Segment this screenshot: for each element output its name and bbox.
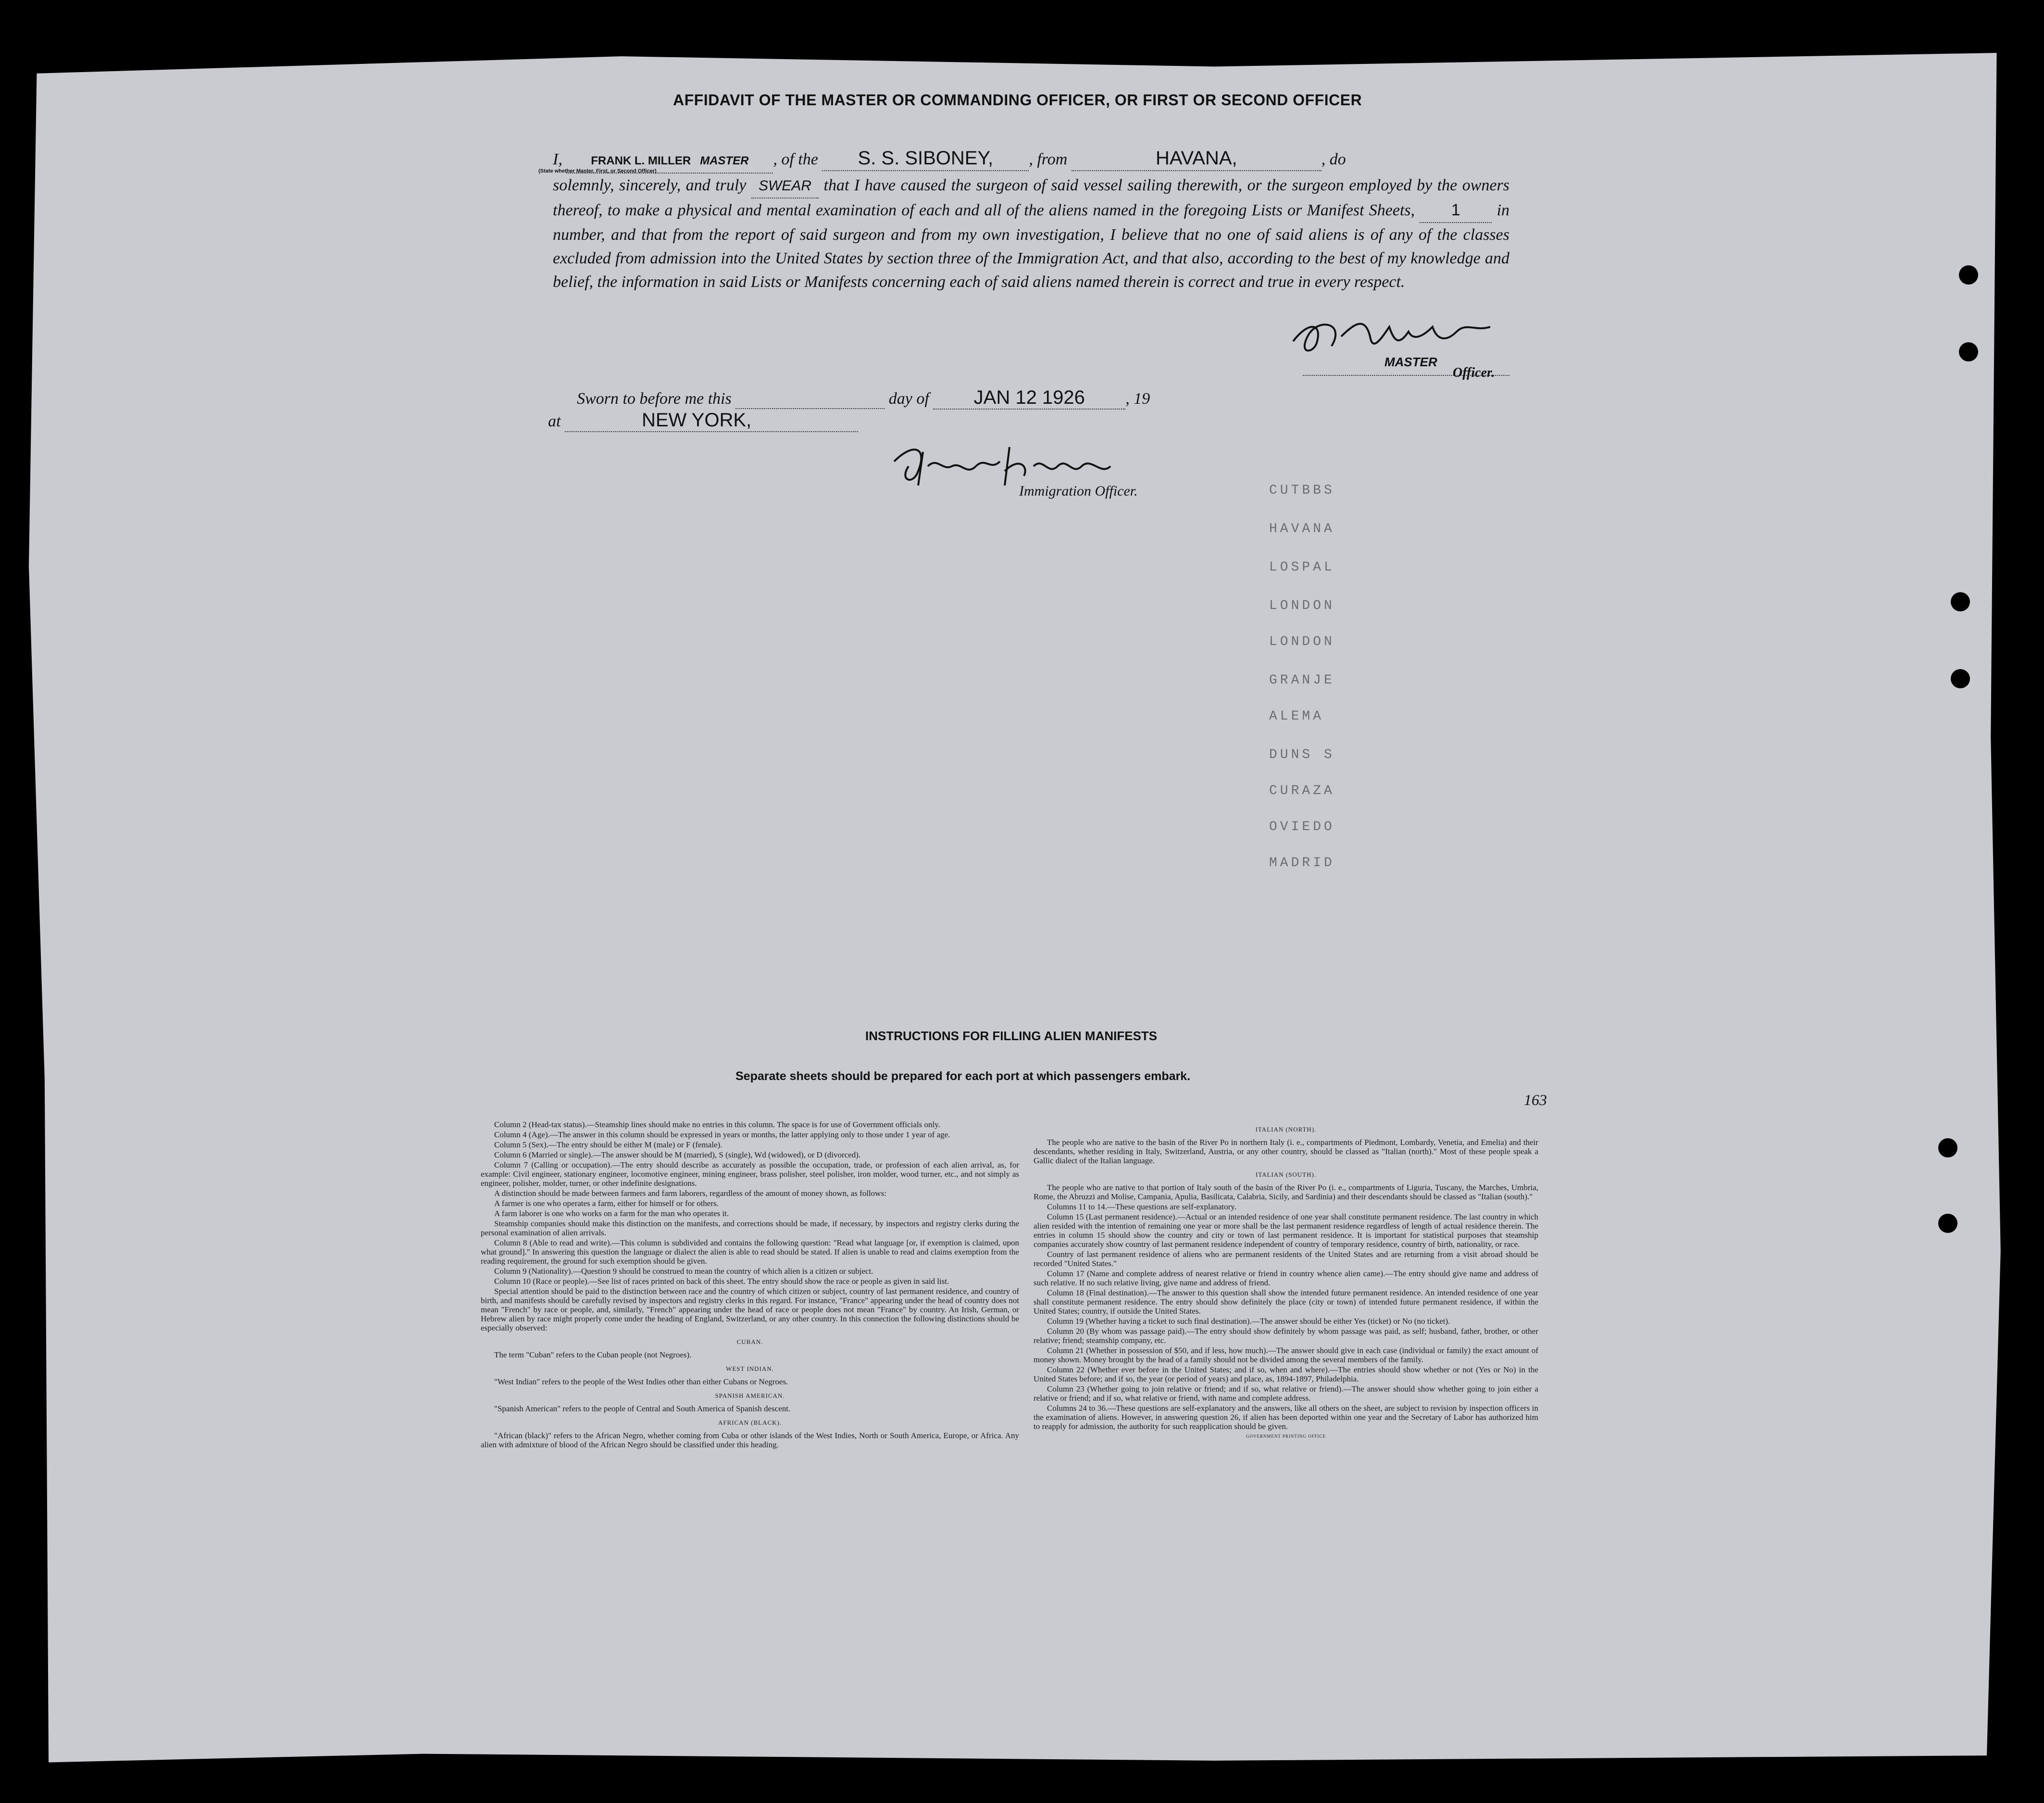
punch-hole bbox=[1959, 342, 1978, 361]
officer-label: Immigration Officer. bbox=[1019, 483, 1138, 499]
affidavit-body: I, FRANK L. MILLER MASTER , of the S. S. SIBONEY, , from HAVANA, , do solemnly, sincerely, and truly SWEAR that I have caused the surgeon of said vessel sailing therewith, or the surgeon employed by the owners thereof, to make a physical and mental examination of each and all of the aliens named in the foregoing Lists or Manifest Sheets, 1 in number, and that from the report of said surgeon and from my own investigation, I believe that no one of said aliens is of any of the classes excluded from admission into the United States by section three of the Immigration Act, and that also, according to the best of my knowledge and belief, the information in said Lists or Manifests concerning each of said aliens named therein is correct and true in every respect. bbox=[553, 148, 1510, 291]
instruction-paragraph: CUBAN. bbox=[736, 1338, 763, 1345]
instruction-paragraph: Column 20 (By whom was passage paid).—The entry should show definitely by whom passage was paid, as self; husband, father, brother, or other relative; friend; steamship company, etc. bbox=[1034, 1327, 1538, 1345]
instructions-subtitle: Separate sheets should be prepared for each port at which passengers embark. bbox=[735, 1069, 1191, 1083]
sheets-count-field: 1 bbox=[1420, 199, 1492, 223]
instruction-paragraph: Steamship companies should make this distinction on the manifests, and corrections should be made, if necessary, by inspectors and registry clerks during the personal examination of alien arrivals. bbox=[481, 1219, 1019, 1237]
instructions-left-column bbox=[481, 1120, 1019, 1615]
instruction-paragraph: A farm laborer is one who works on a farm for the man who operates it. bbox=[494, 1209, 729, 1218]
bleed-through-text: ALEMA bbox=[1269, 709, 1324, 724]
instruction-paragraph: A distinction should be made between farmers and farm laborers, regardless of the amount of money shown, as follows: bbox=[494, 1189, 886, 1198]
instruction-paragraph: AFRICAN (BLACK). bbox=[718, 1419, 782, 1426]
instruction-paragraph: Column 21 (Whether in possession of $50, and if less, how much).—The answer should give in each case (individual or family) the exact amount of money shown. Money brought by the head of a family should not be divided among the several members of the family. bbox=[1034, 1346, 1538, 1364]
instruction-paragraph: Column 19 (Whether having a ticket to such final destination).—The answer should be either Yes (ticket) or No (no ticket). bbox=[1047, 1317, 1450, 1326]
instruction-paragraph: Column 15 (Last permanent residence).—Actual or an intended residence of one year shall constitute permanent residence. The last country in which alien resided with the intention of remaining one year or more shall be the last permanent residence regardless of length of actual residence therein. The entries in column 15 should show the country and city or town of last permanent residence. It is important for statistical purposes that steamship companies accurately show country of last permanent residence independent of country of temporary residence, country of birth, nationality, or race. bbox=[1034, 1212, 1538, 1249]
instruction-paragraph: A farmer is one who operates a farm, either for himself or for others. bbox=[494, 1199, 719, 1208]
bleed-through-text: LONDON bbox=[1269, 598, 1335, 613]
bleed-through-text: MADRID bbox=[1269, 856, 1335, 870]
instruction-paragraph: Columns 24 to 36.—These questions are self-explanatory and the answers, like all others on the sheet, are subject to revision by inspection officers in the examination of aliens. However, in answering question 26, if alien has been deported within one year and the Secretary of Labor has authorized him to reapply for admission, the authority for such reapplication should be given. bbox=[1034, 1404, 1538, 1431]
instruction-paragraph: Column 10 (Race or people).—See list of races printed on back of this sheet. The entry should show the race or people as given in said list. bbox=[494, 1277, 949, 1286]
instruction-paragraph: Column 6 (Married or single).—The answer should be M (married), S (single), Wd (widowed), or D (divorced). bbox=[494, 1150, 861, 1159]
instruction-paragraph: GOVERNMENT PRINTING OFFICE bbox=[1246, 1434, 1326, 1439]
oath-field: SWEAR bbox=[751, 174, 819, 199]
instruction-paragraph: "African (black)" refers to the African Negro, whether coming from Cuba or other islands of the West Indies, North or South America, Europe, or Africa. Any alien with admixture of blood of the African Negro should be classified under this heading. bbox=[481, 1431, 1019, 1449]
instruction-paragraph: Column 18 (Final destination).—The answer to this question shall show the intended future permanent residence. An intended residence of one year shall constitute permanent residence. The entry should show definitely the place (city or town) of intended future permanent residence, if within the United States; country, if outside the United States. bbox=[1034, 1288, 1538, 1316]
instruction-paragraph: WEST INDIAN. bbox=[726, 1365, 774, 1372]
bleed-through-text: CUTBBS bbox=[1269, 483, 1335, 498]
instruction-paragraph: The people who are native to that portion of Italy south of the basin of the River Po (i. e., compartments of Liguria, Tuscany, the Marches, Umbria, Rome, the Abruzzi and Molise, Campania, Apulia, Basilicata, Calabria, Sicily, and Sardinia) and their descendants should be classed as "Italian (south)." bbox=[1034, 1183, 1538, 1201]
rank-note: (State whether Master, First, or Second Officer) bbox=[538, 168, 657, 174]
instruction-paragraph: ITALIAN (NORTH). bbox=[1255, 1126, 1317, 1133]
instructions-right-column bbox=[1034, 1120, 1538, 1615]
instruction-paragraph: SPANISH AMERICAN. bbox=[715, 1392, 785, 1399]
affidavit-title: AFFIDAVIT OF THE MASTER OR COMMANDING OFFICER, OR FIRST OR SECOND OFFICER bbox=[673, 91, 1362, 109]
punch-hole bbox=[1938, 1138, 1957, 1157]
bleed-through-text: DUNS S bbox=[1269, 747, 1335, 762]
port-field: HAVANA, bbox=[1072, 147, 1321, 171]
bleed-through-text: OVIEDO bbox=[1269, 820, 1335, 834]
instruction-paragraph: Column 2 (Head-tax status).—Steamship lines should make no entries in this column. The space is for use of Government officials only. bbox=[494, 1120, 940, 1129]
page-number: 163 bbox=[1524, 1091, 1547, 1108]
location-line: at NEW YORK, bbox=[548, 410, 858, 432]
instruction-paragraph: "Spanish American" refers to the people of Central and South America of Spanish descent. bbox=[494, 1404, 791, 1413]
instruction-paragraph: Column 9 (Nationality).—Question 9 should be construed to mean the country of which alien is a citizen or subject. bbox=[494, 1267, 873, 1276]
instruction-paragraph: Special attention should be paid to the distinction between race and the country of which citizen or subject, country of last permanent residence, and country of birth, and manifests should be carefully revised by inspectors and registry clerks in this regard. For instance, "France" appearing under the head of country does not mean "French" by race or people, and, similarly, "French" appearing under the head of race or people does not mean "France" by country. An Irish, German, or Hebrew alien by race might properly come under the heading of England, Switzerland, or any other country. In this connection the following distinctions should be especially observed: bbox=[481, 1287, 1019, 1332]
sworn-date-field: JAN 12 1926 bbox=[933, 387, 1125, 410]
instructions-title: INSTRUCTIONS FOR FILLING ALIEN MANIFESTS bbox=[865, 1029, 1158, 1043]
punch-hole bbox=[1959, 265, 1978, 285]
instruction-paragraph: "West Indian" refers to the people of the West Indies other than either Cubans or Negroes. bbox=[494, 1377, 788, 1386]
instruction-paragraph: Columns 11 to 14.—These questions are self-explanatory. bbox=[1047, 1202, 1236, 1211]
punch-hole bbox=[1938, 1214, 1957, 1233]
officer-name-field: FRANK L. MILLER MASTER bbox=[566, 148, 773, 174]
instruction-paragraph: ITALIAN (SOUTH). bbox=[1255, 1171, 1317, 1178]
instruction-paragraph: Column 4 (Age).—The answer in this column should be expressed in years or months, the latter applying only to those under 1 year of age. bbox=[494, 1130, 950, 1139]
punch-hole bbox=[1951, 592, 1970, 611]
bleed-through-text: LOSPAL bbox=[1269, 560, 1335, 575]
sworn-line: Sworn to before me this day of JAN 12 1926 , 19 bbox=[577, 387, 1150, 410]
instruction-paragraph: Column 8 (Able to read and write).—This column is subdivided and contains the following question: "Read what language [or, if exemption is claimed, upon what ground]." In answering this question the language or dialect the alien is able to read should be stated. If alien is unable to read and claims exemption from the reading requirement, the ground for such exemption should be given. bbox=[481, 1238, 1019, 1266]
instruction-paragraph: Column 22 (Whether ever before in the United States; and if so, when and where).—The entries should show whether or not (Yes or No) in the United States before; and if so, the year (or period of years) and place, as, 1894-1897, Philadelphia. bbox=[1034, 1365, 1538, 1383]
signature-title: MASTER bbox=[1384, 355, 1437, 369]
instruction-paragraph: Column 7 (Calling or occupation).—The entry should describe as accurately as possible the occupation, trade, or profession of each alien arrival, as, for example: Civil engineer, stationary engineer, locomotive engineer, mining engineer, brass polisher, steel polisher, iron molder, wood turner, etc., and not simply as engineer, polisher, molder, turner, or other indefinite designations. bbox=[481, 1160, 1019, 1188]
location-field: NEW YORK, bbox=[565, 410, 858, 432]
instruction-paragraph: Column 17 (Name and complete address of nearest relative or friend in country whence alien came).—The entry should give name and address of such relative. If no such relative living, give name and address of friend. bbox=[1034, 1269, 1538, 1287]
bleed-through-text: CURAZA bbox=[1269, 783, 1335, 798]
bleed-through-text: HAVANA bbox=[1269, 522, 1335, 536]
bleed-through-text: GRANJE bbox=[1269, 673, 1335, 688]
vessel-field: S. S. SIBONEY, bbox=[822, 147, 1029, 171]
instruction-paragraph: The people who are native to the basin of the River Po in northern Italy (i. e., compartments of Piedmont, Lombardy, Venetia, and Emelia) and their descendants, whether residing in Italy, Switzerland, Austria, or any other country, should be classed as "Italian (north)." Most of these people speak a Gallic dialect of the Italian language. bbox=[1034, 1138, 1538, 1165]
instruction-paragraph: The term "Cuban" refers to the Cuban people (not Negroes). bbox=[494, 1350, 692, 1359]
bleed-through-text: LONDON bbox=[1269, 634, 1335, 649]
instruction-paragraph: Column 5 (Sex).—The entry should be either M (male) or F (female). bbox=[494, 1140, 723, 1149]
signature-suffix: Officer. bbox=[1453, 365, 1495, 380]
instruction-paragraph: Country of last permanent residence of aliens who are permanent residents of the United States and are returning from a visit abroad should be recorded "United States." bbox=[1034, 1250, 1538, 1268]
punch-hole bbox=[1951, 669, 1970, 688]
instruction-paragraph: Column 23 (Whether going to join relative or friend; and if so, what relative or friend).—The answer should show whether going to join either a relative or friend; and if so, what relative or friend, with name and complete address. bbox=[1034, 1384, 1538, 1403]
